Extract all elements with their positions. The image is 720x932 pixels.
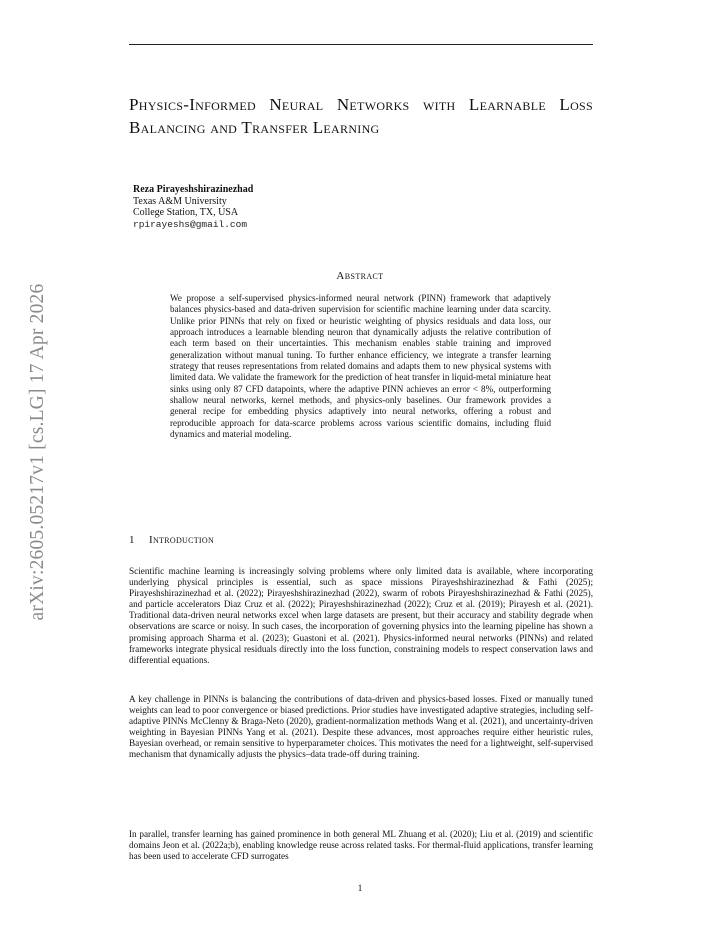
section-number: 1 xyxy=(129,534,135,546)
author-affiliation: Texas A&M University xyxy=(133,195,227,207)
author-name: Reza Pirayeshshirazinezhad xyxy=(133,184,254,195)
author-block xyxy=(133,184,253,230)
section-heading xyxy=(129,534,214,546)
intro-paragraph-3: In parallel, transfer learning has gained prominence in both general ML Zhuang et al. (2020); Liu et al. (2019) and scientific domains Jeon et al. (2022a;b), enabling knowledge reuse across related tasks. For thermal-fluid applications, transfer learning has been used to accelerate CFD surrogates xyxy=(129,829,593,862)
section-title: Introduction xyxy=(149,534,215,546)
page-number: 1 xyxy=(357,884,363,894)
abstract-heading: Abstract xyxy=(336,270,384,282)
intro-paragraph-1: Scientific machine learning is increasingly solving problems where only limited data is available, where incorporating underlying physical principles is essential, such as space missions Pirayeshshirazinezhad & Fathi (2025); Pirayeshshirazinezhad et al. (2022); Pirayeshshirazinezhad (2022), swarm of robots Pirayeshshirazinezhad & Fathi (2025), and particle accelerators Diaz Cruz et al. (2022); Pirayeshshirazinezhad (2022); Cruz et al. (2019); Pirayesh et al. (2021). Traditional data-driven neural networks excel when large datasets are present, but their accuracy and stability degrade when observations are scarce or noisy. In such cases, the incorporation of governing physics into the learning pipeline has shown a promising approach Sharma et al. (2023); Guastoni et al. (2021). Physics-informed neural networks (PINNs) and related frameworks integrate physical residuals directly into the loss function, constraining models to respect conservation laws and differential equations. xyxy=(129,566,593,665)
paper-title: Physics-Informed Neural Networks with Learnable Loss Balancing and Transfer Learning xyxy=(129,95,593,137)
top-rule xyxy=(129,44,593,45)
author-email[interactable]: rpirayeshs@gmail.com xyxy=(133,218,248,230)
intro-paragraph-2: A key challenge in PINNs is balancing the contributions of data-driven and physics-based losses. Fixed or manually tuned weights can lead to poor convergence or biased predictions. Prior studies have investigated adaptive strategies, including self-adaptive PINNs McClenny & Braga-Neto (2020), gradient-normalization methods Wang et al. (2021), and uncertainty-driven weighting in Bayesian PINNs Yang et al. (2021). Despite these advances, most approaches require either heuristic rules, Bayesian overhead, or remain sensitive to hyperparameter choices. This motivates the need for a lightweight, self-supervised mechanism that dynamically adjusts the physics–data trade-off during training. xyxy=(129,694,593,760)
abstract-text: We propose a self-supervised physics-informed neural network (PINN) framework that adaptively balances physics-based and data-driven supervision for scientific machine learning under data scarcity. Unlike prior PINNs that rely on fixed or heuristic weighting of physics residuals and data loss, our approach introduces a learnable blending neuron that dynamically adjusts the relative contribution of each term based on their uncertainties. This mechanism enables stable training and improved generalization without manual tuning. To further enhance efficiency, we integrate a transfer learning strategy that reuses representations from related domains and adapts them to new physical systems with limited data. We validate the framework for the prediction of heat transfer in liquid-metal miniature heat sinks using only 87 CFD datapoints, where the adaptive PINN achieves an error < 8%, outperforming shallow neural networks, kernel methods, and physics-only baselines. Our framework provides a general recipe for embedding physics adaptively into neural networks, offering a robust and reproducible approach for data-scarce problems across various scientific domains, including fluid dynamics and material modeling. xyxy=(170,293,551,440)
arxiv-identifier[interactable]: arXiv:2605.05217v1 [cs.LG] 17 Apr 2026 xyxy=(27,283,48,621)
author-location: College Station, TX, USA xyxy=(133,207,239,218)
